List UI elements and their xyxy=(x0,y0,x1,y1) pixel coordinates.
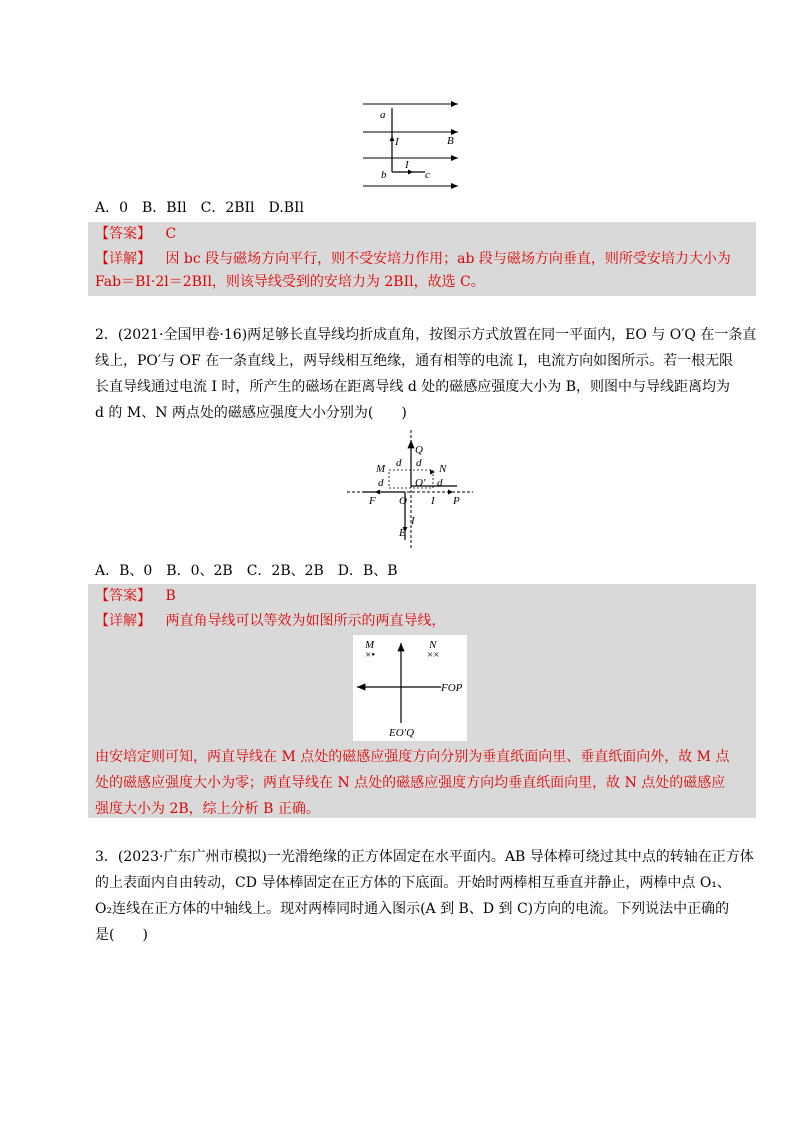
q2-stem-3: 长直导线通过电流 I 时，所产生的磁场在距离导线 d 处的磁感应强度大小为 B，则图中与导线距离均为 xyxy=(95,379,731,395)
label-EOQ: EO′Q xyxy=(389,727,415,739)
label-O-prime: O′ xyxy=(415,477,426,489)
label-P: P xyxy=(453,495,460,507)
label-N: N xyxy=(439,463,447,475)
q2-detail-line4: 强度大小为 2B，综上分析 B 正确。 xyxy=(95,801,320,817)
label-d: d xyxy=(378,477,384,489)
arrow-P xyxy=(448,490,453,495)
label-B: B xyxy=(447,135,454,147)
answer-value: C xyxy=(165,226,177,242)
q2-detail-line3: 处的磁感应强度大小为零；两直导线在 N 点处的磁感应强度方向均垂直纸面向里，故 N 点处的磁感应 xyxy=(95,775,726,791)
current-arrow xyxy=(408,170,413,175)
label-F: F xyxy=(369,495,376,507)
q2-figure xyxy=(345,428,477,554)
q3-stem-1: 3．(2023·广东广州市模拟)一光滑绝缘的正方体固定在水平面内。AB 导体棒可绕过其中点的转轴在正方体 xyxy=(95,849,754,865)
q3-stem-2: 的上表面内自由转动，CD 导体棒固定在正方体的下底面。开始时两棒相互垂直并静止，两棒中点 O₁、 xyxy=(95,875,731,891)
label-a: a xyxy=(380,109,386,121)
detail-text: 因 bc 段与磁场方向平行，则不受安培力作用；ab 段与磁场方向垂直，则所受安培力大小为 xyxy=(165,251,731,267)
q2-detail-line1 xyxy=(95,610,445,632)
answer-tag: 【答案】 xyxy=(95,588,151,604)
label-E: E xyxy=(399,527,406,539)
label-Q: Q xyxy=(415,444,423,456)
label-I: I xyxy=(395,136,399,148)
label-I: I xyxy=(431,495,435,507)
answer-value: B xyxy=(165,588,176,604)
label-N: N xyxy=(429,639,437,651)
label-b: b xyxy=(381,169,387,181)
arrow-F xyxy=(375,490,380,495)
q2-stem-2: 线上，PO′与 OF 在一条直线上，两导线相互绝缘，通有相等的电流 I，电流方向如图所示。若一根无限 xyxy=(95,353,734,369)
label-FOP: FOP xyxy=(441,682,463,694)
label-M-symbols: ×• xyxy=(365,649,376,661)
label-d: d xyxy=(437,477,443,489)
q1-detail-line2: Fab＝BI·2l＝2BIl，则该导线受到的安培力为 2BIl，故选 C。 xyxy=(95,274,485,290)
current-arrow xyxy=(390,136,395,141)
q1-figure xyxy=(355,96,465,192)
label-I: I xyxy=(411,515,415,527)
q2-answer-line xyxy=(95,585,176,607)
q3-stem-4: 是( ) xyxy=(95,927,148,943)
q3-stem-3: O₂连线在正方体的中轴线上。现对两棒同时通入图示(A 到 B、D 到 C)方向的电流。下列说法中正确的 xyxy=(95,901,730,917)
q1-options: A．0 B．BIl C．2BIl D.BIl xyxy=(95,200,304,216)
q2-equivalent-figure xyxy=(353,635,467,741)
q1-answer-line xyxy=(95,223,176,245)
q2-options: A．B、0 B．0、2B C．2B、2B D．B、B xyxy=(95,563,398,579)
label-c: c xyxy=(425,169,430,181)
detail-tag: 【详解】 xyxy=(95,251,151,267)
label-d: d xyxy=(396,457,402,469)
label-N-symbols: ×× xyxy=(427,649,440,661)
q2-stem-1: 2．(2021·全国甲卷·16)两足够长直导线均折成直角，按图示方式放置在同一平面内，EO 与 O′Q 在一条直 xyxy=(95,327,757,343)
label-d: d xyxy=(416,457,422,469)
label-O: O xyxy=(399,495,407,507)
detail-text: 两直角导线可以等效为如图所示的两直导线， xyxy=(165,613,446,629)
label-M: M xyxy=(365,639,375,651)
answer-tag: 【答案】 xyxy=(95,226,151,242)
q1-detail-line1 xyxy=(95,248,731,270)
q2-stem-4: d 的 M、N 两点处的磁感应强度大小分别为( ) xyxy=(95,405,407,421)
q2-detail-line2: 由安培定则可知，两直导线在 M 点处的磁感应强度方向分别为垂直纸面向里、垂直纸面向外，故 M 点 xyxy=(95,749,730,765)
label-I2: I xyxy=(405,159,409,171)
label-M: M xyxy=(376,463,386,475)
detail-tag: 【详解】 xyxy=(95,613,151,629)
